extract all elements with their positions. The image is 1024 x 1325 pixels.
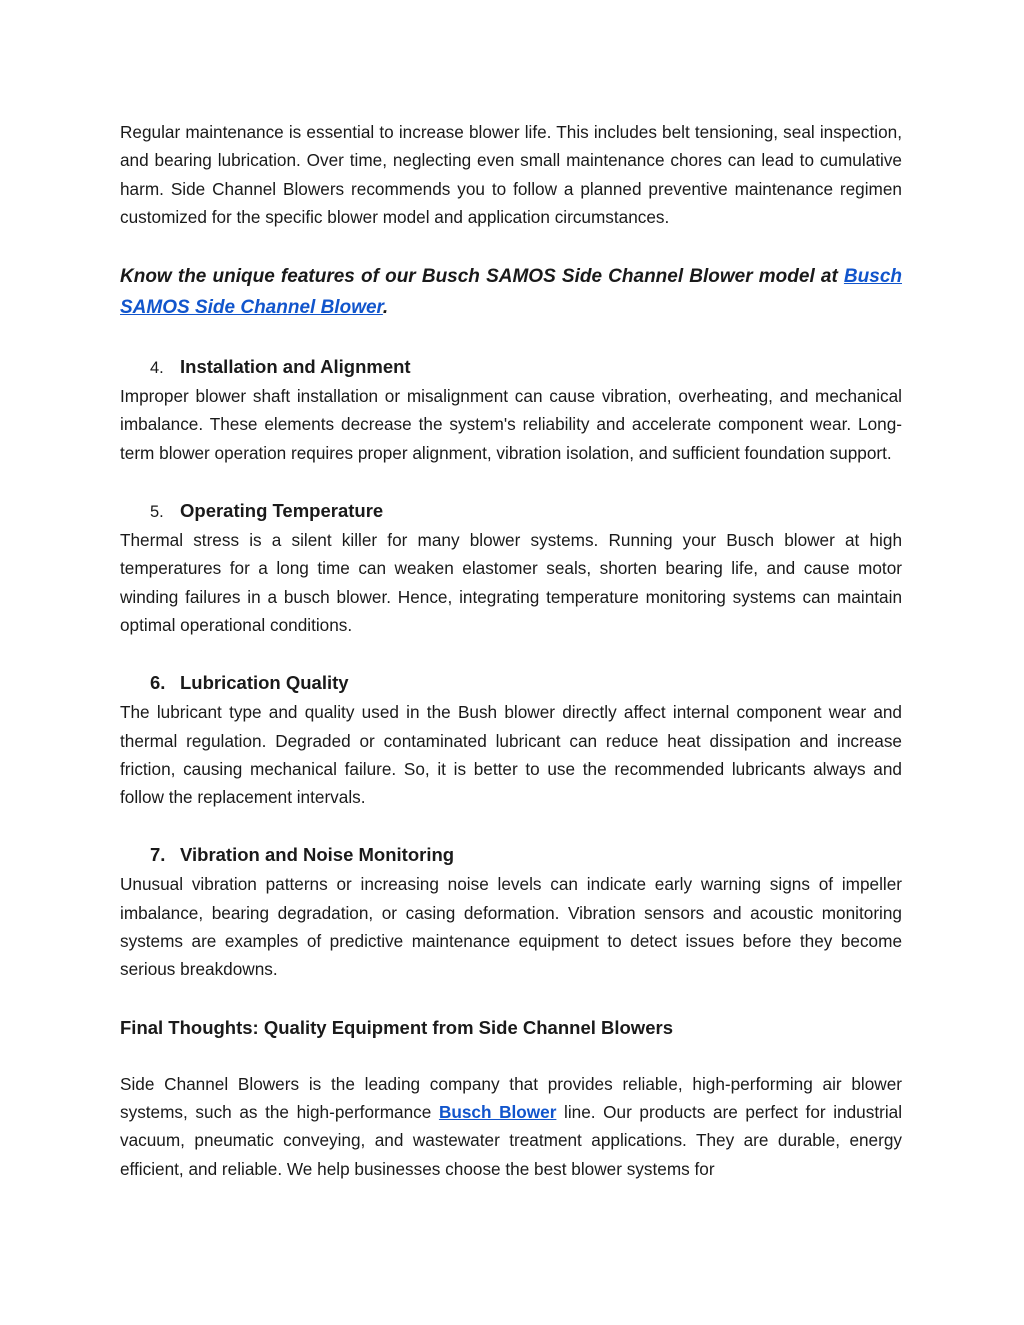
callout-period: . (382, 297, 389, 319)
spacer (120, 639, 902, 668)
section-number: 4. (150, 359, 164, 378)
busch-samos-link[interactable]: Busch SAMOS Side Channel Blower (120, 266, 902, 319)
section-title: Installation and Alignment (180, 356, 411, 378)
section-body: Improper blower shaft installation or misalignment can cause vibration, overheating, and mechanical imbalance. These elements decrease the system's reliability and accelerate component wear. Long-term blower operation requires proper alignment, vibration isolation, and sufficient foundation support. (120, 386, 902, 463)
section-temperature (120, 496, 902, 639)
busch-blower-link[interactable]: Busch Blower (438, 1101, 557, 1122)
section-heading (120, 668, 902, 698)
spacer (120, 1043, 902, 1070)
section-number: 7. (150, 844, 166, 866)
section-body: Unusual vibration patterns or increasing noise levels can indicate early warning signs of impeller imbalance, bearing degradation, or casing deformation. Vibration sensors and acoustic monitoring systems are examples of predictive maintenance equipment to detect issues before they become serious breakdowns. (120, 874, 902, 980)
section-lubrication (120, 668, 902, 811)
final-text-before: Side Channel Blowers is the leading company that provides reliable, high-performing air blower systems, such as the high-performance (120, 1073, 902, 1122)
callout-paragraph (120, 261, 902, 323)
section-body: Thermal stress is a silent killer for many blower systems. Running your Busch blower at high temperatures for a long time can weaken elastomer seals, shorten bearing life, and cause motor winding failures in a busch blower. Hence, integrating temperature monitoring systems can maintain optimal operational conditions. (120, 530, 902, 635)
section-number: 6. (150, 672, 166, 694)
final-paragraph (120, 1070, 902, 1183)
section-title: Vibration and Noise Monitoring (180, 844, 455, 866)
section-heading (120, 840, 902, 870)
intro-paragraph: Regular maintenance is essential to increase blower life. This includes belt tensioning, seal inspection, and bearing lubrication. Over time, neglecting even small maintenance chores can lead to cumulative harm. Side Channel Blowers recommends you to follow a planned preventive maintenance regimen customized for the specific blower model and application circumstances. (120, 122, 902, 227)
spacer (120, 984, 902, 1013)
section-heading (120, 352, 902, 382)
section-body: The lubricant type and quality used in the Bush blower directly affect internal component wear and thermal regulation. Degraded or contaminated lubricant can reduce heat dissipation and increase friction, causing mechanical failure. So, it is better to use the recommended lubricants always and follow the replacement intervals. (120, 702, 902, 808)
section-heading (120, 496, 902, 526)
section-number: 5. (150, 503, 164, 522)
final-text-after: line. Our products are perfect for industrial vacuum, pneumatic conveying, and wastewater treatment applications. They are durable, energy efficient, and reliable. We help businesses choose the best blower systems for (120, 1101, 903, 1179)
section-installation (120, 352, 902, 467)
section-vibration (120, 840, 902, 983)
spacer (120, 231, 902, 261)
spacer (120, 467, 902, 496)
final-thoughts-heading: Final Thoughts: Quality Equipment from Side Channel Blowers (120, 1016, 673, 1038)
section-title: Operating Temperature (180, 500, 384, 522)
section-title: Lubrication Quality (180, 672, 349, 694)
spacer (120, 323, 902, 352)
callout-text: Know the unique features of our Busch SAMOS Side Channel Blower model at (120, 266, 844, 288)
spacer (120, 811, 902, 840)
document-page (120, 118, 902, 1183)
